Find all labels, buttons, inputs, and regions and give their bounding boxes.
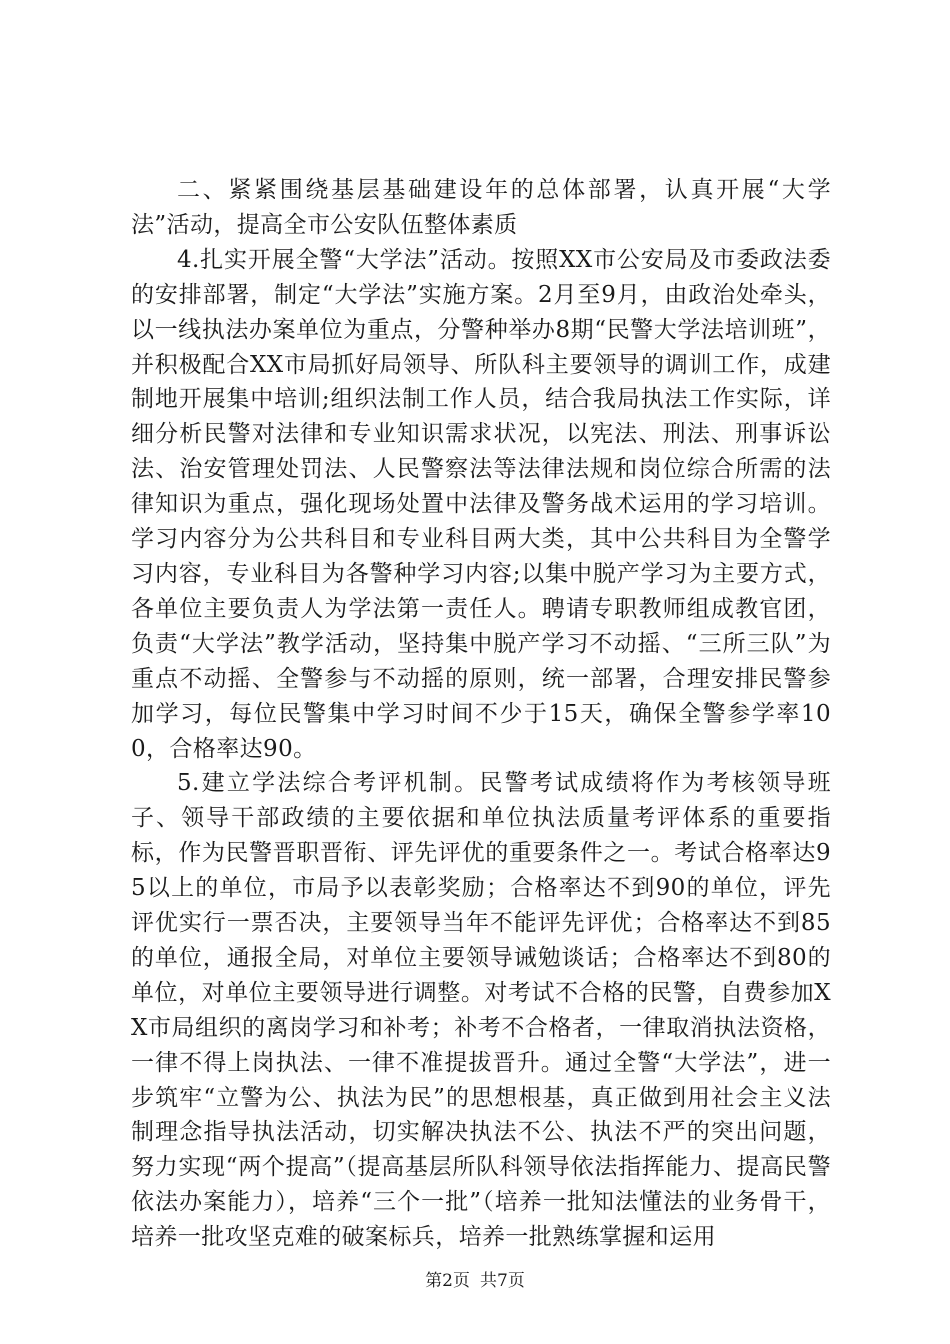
- page-total: 共7页: [480, 1271, 525, 1291]
- paragraph-item-5: 5.建立学法综合考评机制。民警考试成绩将作为考核领导班子、领导干部政绩的主要依据和单位执法质量考评体系的重要指标，作为民警晋职晋衔、评先评优的重要条件之一。考试合格率达95以上的单位，市局予以表彰奖励；合格率达不到90的单位，评先评优实行一票否决，主要领导当年不能评先评优；合格率达不到85的单位，通报全局，对单位主要领导诫勉谈话；合格率达不到80的单位，对单位主要领导进行调整。对考试不合格的民警，自费参加XX市局组织的离岗学习和补考；补考不合格者，一律取消执法资格，一律不得上岗执法、一律不准提拔晋升。通过全警“大学法”，进一步筑牢“立警为公、执法为民”的思想根基，真正做到用社会主义法制理念指导执法活动，切实解决执法不公、执法不严的突出问题，努力实现“两个提高”（提高基层所队科领导依法指挥能力、提高民警依法办案能力），培养“三个一批”（培养一批知法懂法的业务骨干，培养一批攻坚克难的破案标兵，培养一批熟练掌握和运用: [131, 770, 831, 1251]
- page-number: 第2页: [425, 1271, 470, 1291]
- paragraph-item-4: 4.扎实开展全警“大学法”活动。按照XX市公安局及市委政法委的安排部署，制定“大学法”实施方案。2月至9月，由政治处牵头，以一线执法办案单位为重点，分警种举办8期“民警大学法培训班”，并积极配合XX市局抓好局领导、所队科主要领导的调训工作，成建制地开展集中培训;组织法制工作人员，结合我局执法工作实际，详细分析民警对法律和专业知识需求状况，以宪法、刑法、刑事诉讼法、治安管理处罚法、人民警察法等法律法规和岗位综合所需的法律知识为重点，强化现场处置中法律及警务战术运用的学习培训。学习内容分为公共科目和专业科目两大类，其中公共科目为全警学习内容，专业科目为各警种学习内容;以集中脱产学习为主要方式，各单位主要负责人为学法第一责任人。聘请专职教师组成教官团，负责“大学法”教学活动，坚持集中脱产学习不动摇、“三所三队”为重点不动摇、全警参与不动摇的原则，统一部署，合理安排民警参加学习，每位民警集中学习时间不少于15天，确保全警参学率100，合格率达90。: [131, 246, 831, 762]
- page-footer: [0, 1271, 950, 1291]
- section-heading: 二、紧紧围绕基层基础建设年的总体部署，认真开展“大学法”活动，提高全市公安队伍整体素质: [131, 177, 831, 238]
- document-body: [131, 173, 831, 1255]
